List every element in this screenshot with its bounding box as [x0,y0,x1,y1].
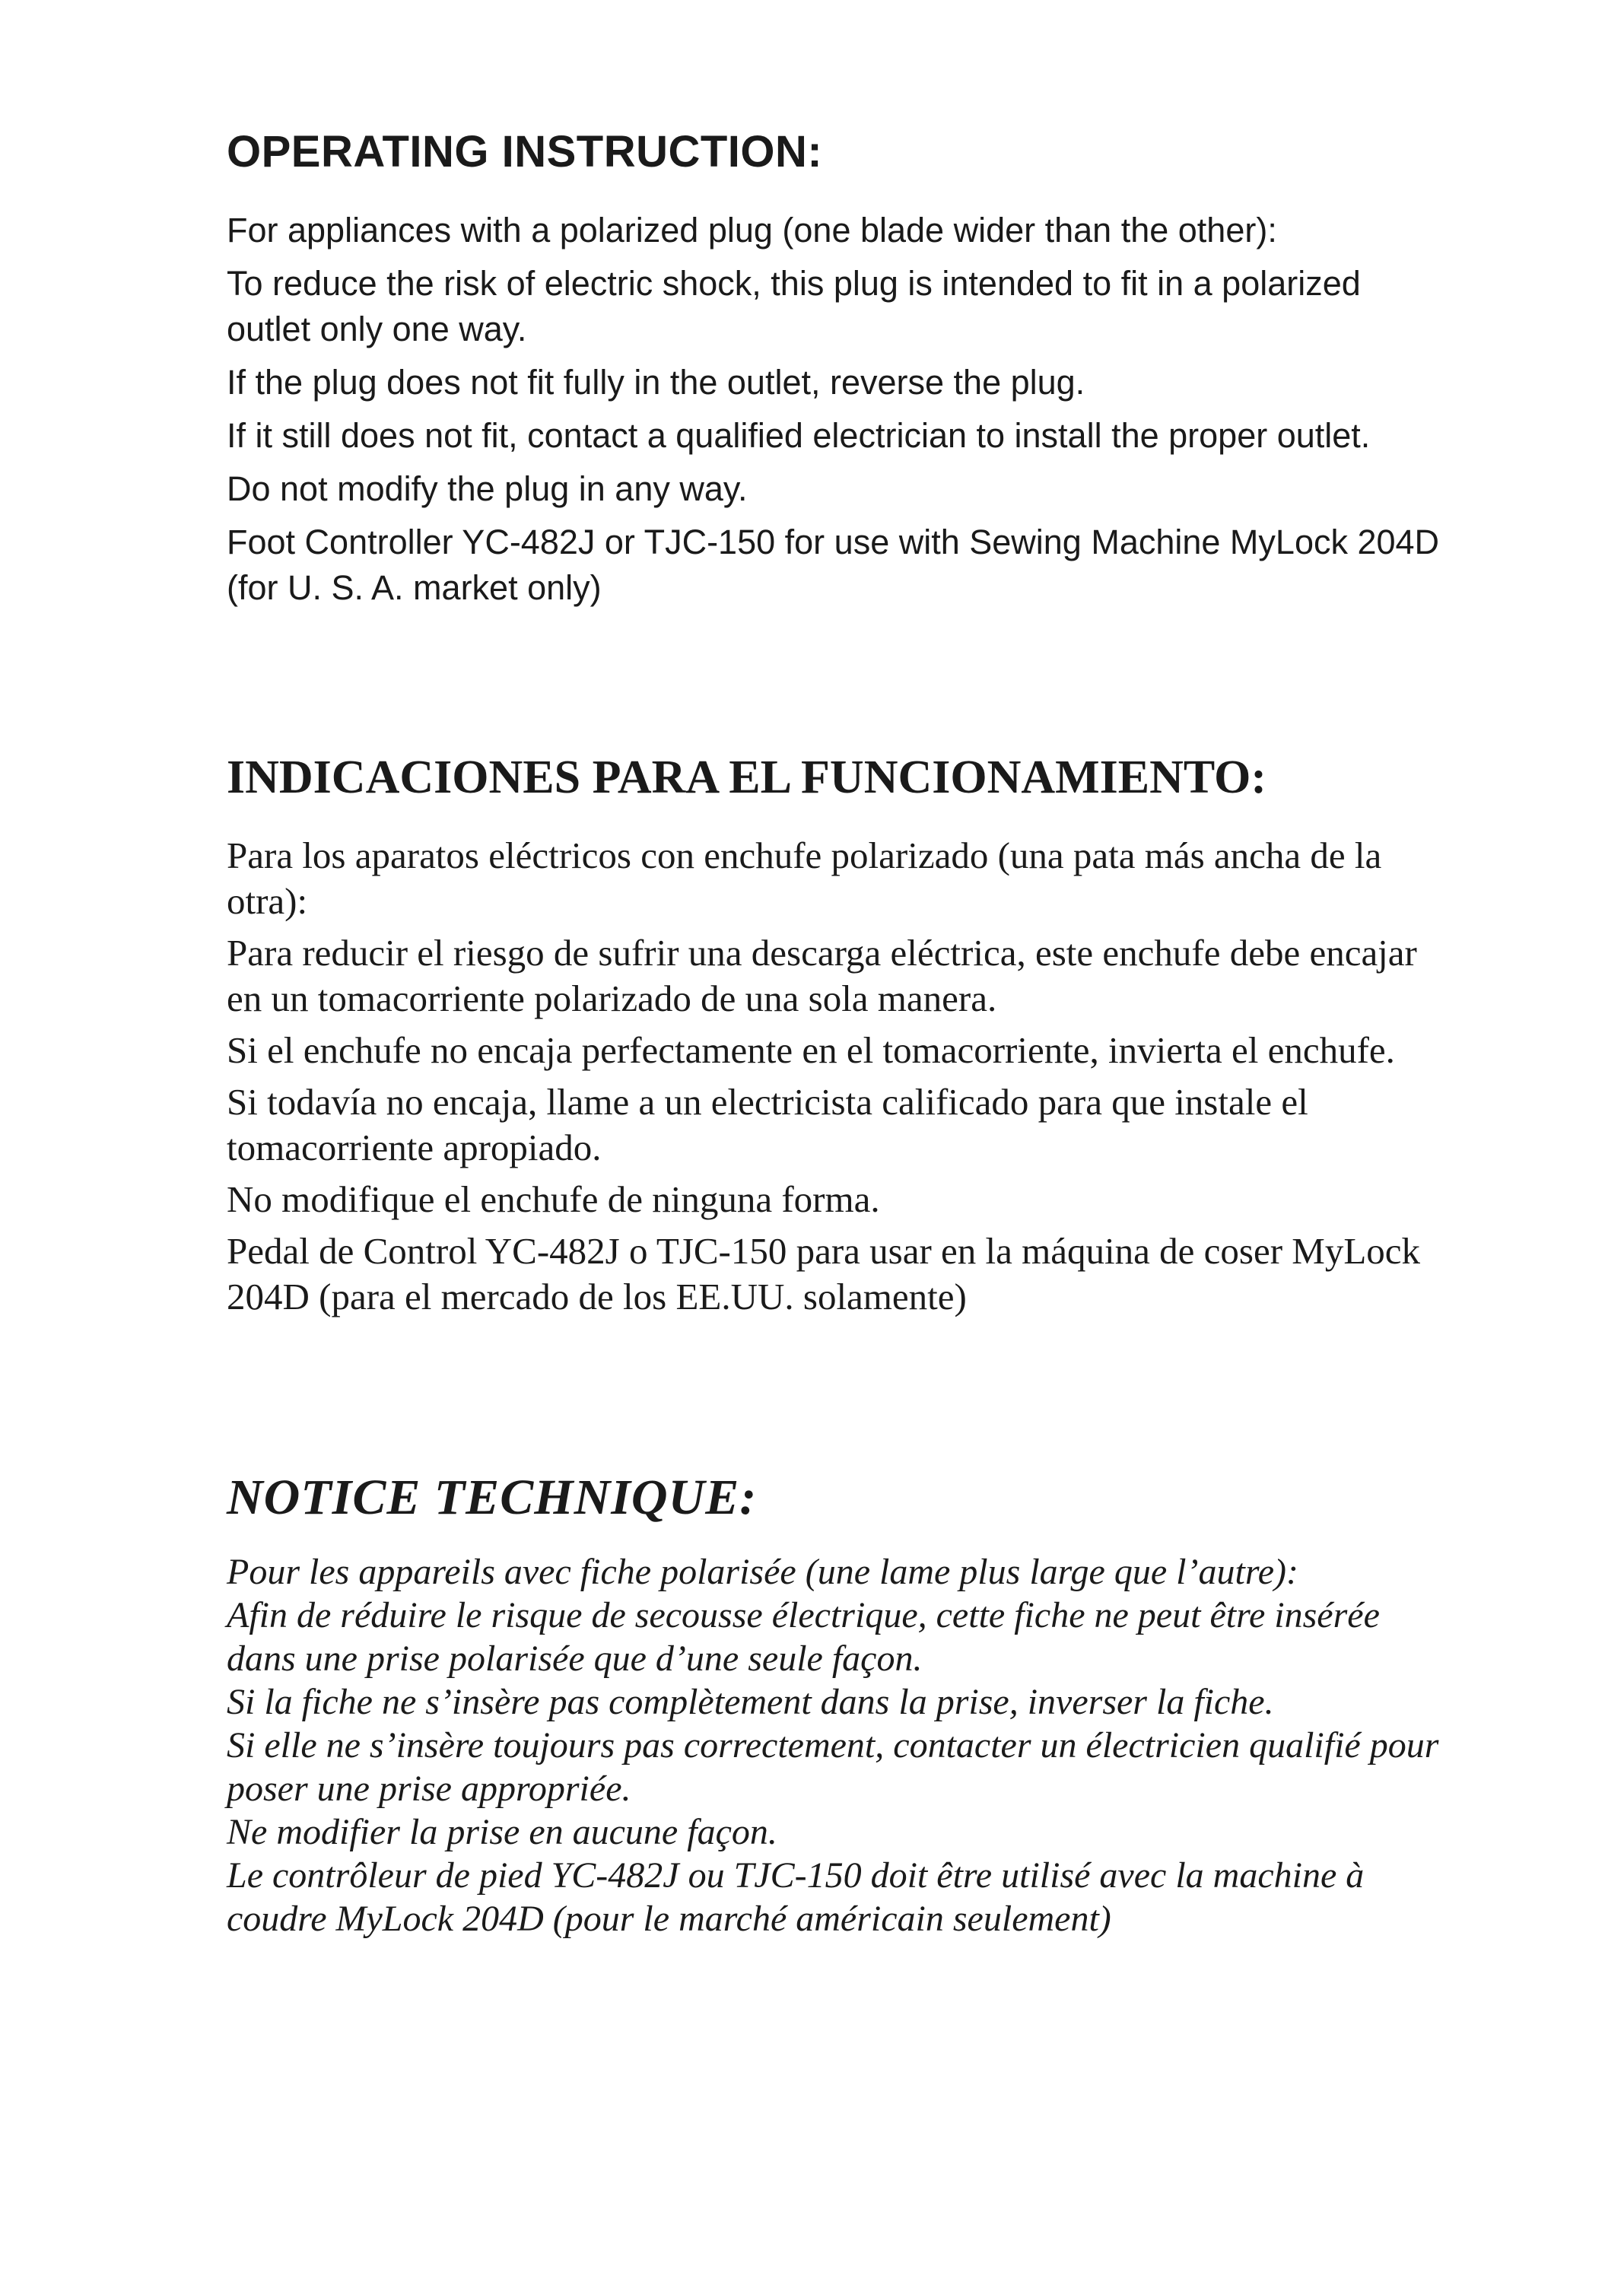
french-paragraph: Si elle ne s’insère toujours pas correctement, contacter un électricien qualifié pour poser une prise appropriée. [227,1725,1439,1809]
spanish-heading: INDICACIONES PARA EL FUNCIONAMIENTO: [227,752,1267,803]
spanish-section [227,749,1444,1326]
spanish-paragraph: Para los aparatos eléctricos con enchufe polarizado (una pata más ancha de la otra): [227,834,1382,922]
spanish-paragraph: Si el enchufe no encaja perfectamente en el tomacorriente, invierta el enchufe. [227,1029,1395,1071]
english-paragraph: To reduce the risk of electric shock, this plug is intended to fit in a polarized outlet only one way. [227,264,1361,348]
spanish-paragraph: No modifique el enchufe de ninguna forma. [227,1178,880,1220]
french-heading: NOTICE TECHNIQUE: [227,1470,758,1525]
english-paragraph: For appliances with a polarized plug (one blade wider than the other): [227,211,1277,249]
english-section [227,126,1444,618]
french-paragraph: Si la fiche ne s’insère pas complètement dans la prise, inverser la fiche. [227,1682,1274,1722]
english-paragraph: Foot Controller YC-482J or TJC-150 for use with Sewing Machine MyLock 204D (for U. S. A. market only) [227,523,1440,607]
english-heading: OPERATING INSTRUCTION: [227,127,823,176]
english-paragraph: Do not modify the plug in any way. [227,469,748,508]
french-paragraph: Le contrôleur de pied YC-482J ou TJC-150 doit être utilisé avec la machine à coudre MyLock 204D (pour le marché américain seulement) [227,1855,1365,1939]
french-section [227,1468,1444,1940]
spanish-paragraph: Pedal de Control YC-482J o TJC-150 para usar en la máquina de coser MyLock 204D (para el mercado de los EE.UU. solamente) [227,1230,1421,1317]
french-paragraph: Afin de réduire le risque de secousse électrique, cette fiche ne peut être insérée dans une prise polarisée que d’une seule façon. [227,1595,1380,1679]
spanish-paragraph: Para reducir el riesgo de sufrir una descarga eléctrica, este enchufe debe encajar en un tomacorriente polarizado de una sola manera. [227,932,1417,1019]
spanish-paragraph: Si todavía no encaja, llame a un electricista calificado para que instale el tomacorriente apropiado. [227,1081,1308,1168]
french-paragraph: Pour les appareils avec fiche polarisée (une lame plus large que l’autre): [227,1552,1298,1592]
english-paragraph: If it still does not fit, contact a qualified electrician to install the proper outlet. [227,416,1371,455]
french-paragraph: Ne modifier la prise en aucune façon. [227,1812,777,1852]
english-paragraph: If the plug does not fit fully in the outlet, reverse the plug. [227,363,1085,402]
